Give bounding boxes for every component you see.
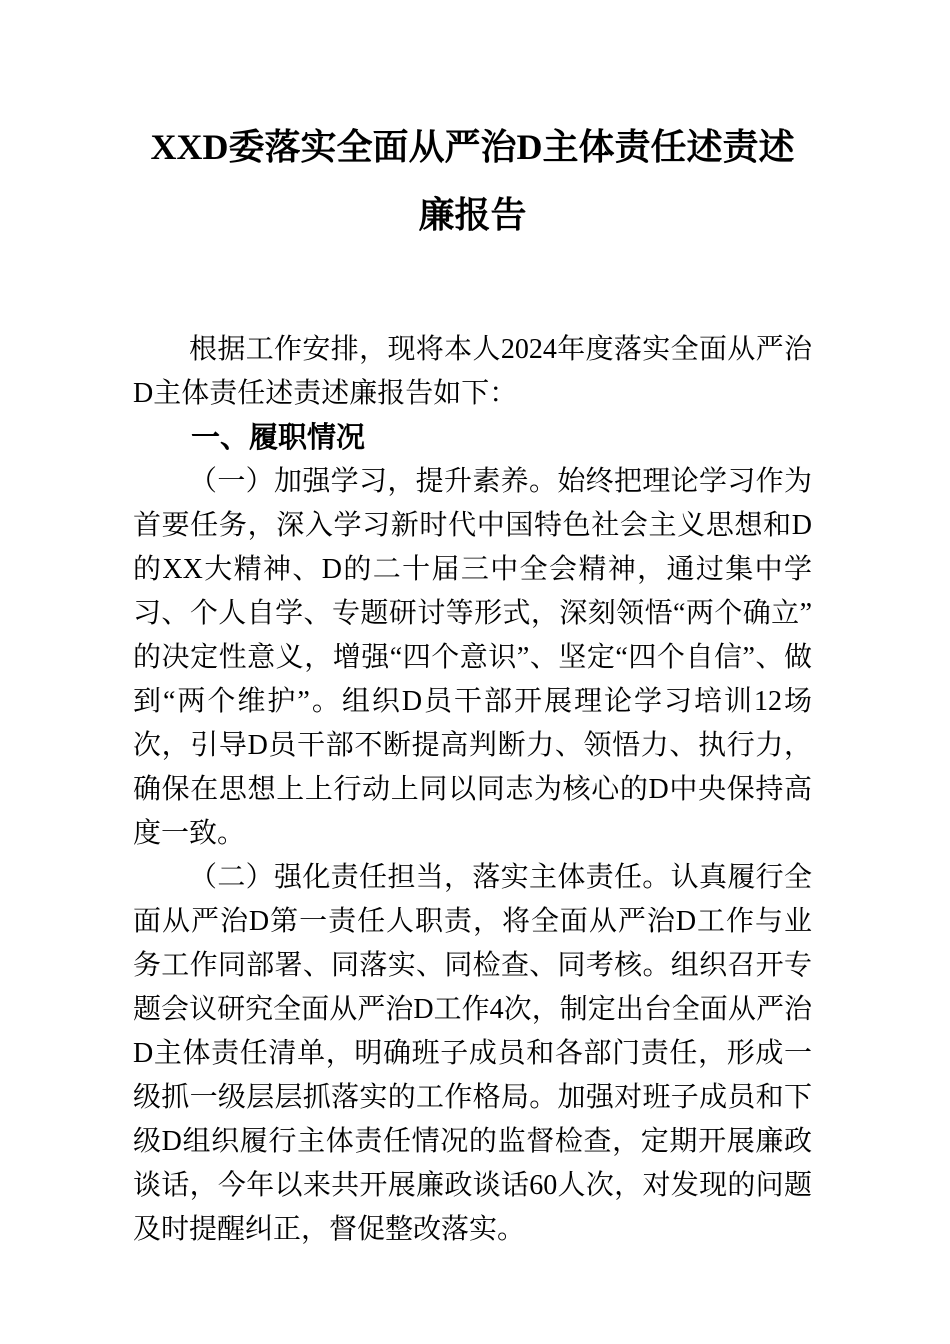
paragraph-2-text: 认真履行全面从严治D第一责任人职责，将全面从严治D工作与业务工作同部署、同落实、同检查、同考核。组织召开专题会议研究全面从严治D工作4次，制定出台全面从严治D主体责任清单，明确班子成员和各部门责任，形成一级抓一级层层抓落实的工作格局。加强对班子成员和下级D组织履行主体责任情况的监督检查，定期开展廉政谈话，今年以来共开展廉政谈话60人次，对发现的问题及时提醒纠正，督促整改落实。	[133, 862, 812, 1245]
document-title: XXD委落实全面从严治D主体责任述责述廉报告	[150, 127, 795, 235]
paragraph-2-lead: （二）强化责任担当，落实主体责任。	[189, 862, 671, 893]
paragraph-2	[133, 856, 812, 1252]
paragraph-1-text: 始终把理论学习作为首要任务，深入学习新时代中国特色社会主义思想和D的XX大精神、D的二十届三中全会精神，通过集中学习、个人自学、专题研讨等形式，深刻领悟“两个确立”的决定性意义，增强“四个意识”、坚定“四个自信”、做到“两个维护”。组织D员干部开展理论学习培训12场次，引导D员干部不断提高判断力、领悟力、执行力，确保在思想上上行动上同以同志为核心的D中央保持高度一致。	[133, 466, 812, 849]
paragraph-1	[133, 460, 812, 856]
paragraph-1-lead: （一）加强学习，提升素养。	[189, 466, 558, 497]
intro-paragraph: 根据工作安排，现将本人2024年度落实全面从严治D主体责任述责述廉报告如下：	[133, 334, 812, 409]
section-1-heading: 一、履职情况	[191, 422, 366, 454]
